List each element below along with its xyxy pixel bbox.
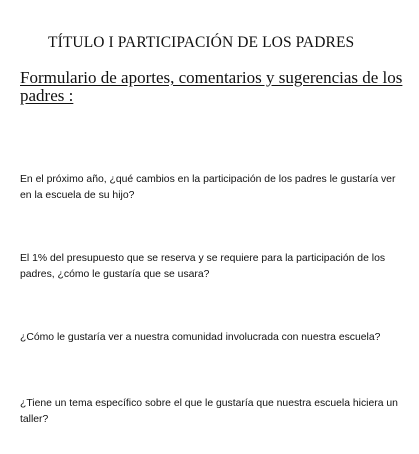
question-4: ¿Tiene un tema específico sobre el que le gustaría que nuestra escuela hiciera un taller? (20, 398, 398, 425)
form-heading: Formulario de aportes, comentarios y sugerencias de los padres : (20, 68, 403, 105)
question-2: El 1% del presupuesto que se reserva y se requiere para la participación de los padres, ¿cómo le gustaría que se usara? (20, 253, 386, 280)
question-3: ¿Cómo le gustaría ver a nuestra comunidad involucrada con nuestra escuela? (20, 332, 381, 343)
question-1: En el próximo año, ¿qué cambios en la participación de los padres le gustaría ver en la escuela de su hijo? (20, 174, 396, 201)
page-title: TÍTULO I PARTICIPACIÓN DE LOS PADRES (48, 34, 355, 51)
